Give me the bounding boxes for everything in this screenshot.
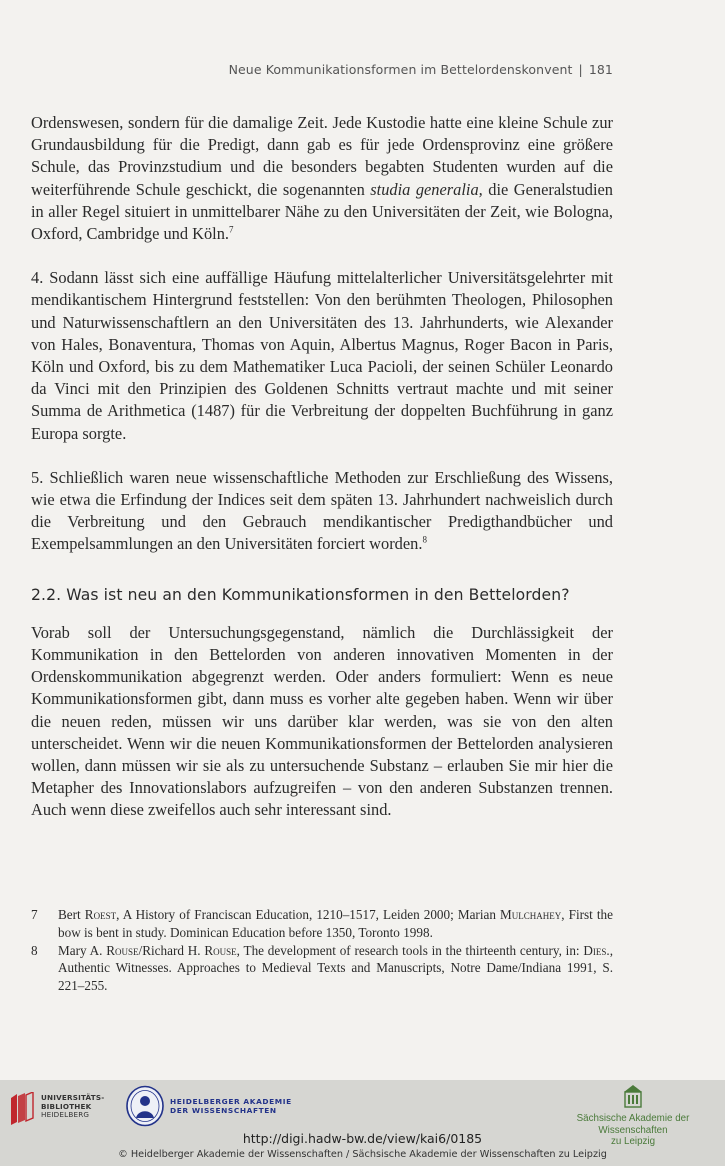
footnote-number: 8: [31, 942, 38, 958]
permalink-url[interactable]: http://digi.hadw-bw.de/view/kai6/0185: [242, 1131, 483, 1146]
saw-building-icon: [623, 1084, 643, 1108]
fn8-text: /Richard H.: [138, 942, 205, 958]
fn7-text: , First the bow is bent in study. Dominican Education before 1350, Toronto 1998.: [58, 907, 613, 940]
saw-logo-line1: Sächsische Akademie der Wissenschaften: [576, 1113, 690, 1136]
ub-logo-line2: BIBLIOTHEK: [41, 1101, 92, 1111]
saw-logo-line2: zu Leipzig: [610, 1136, 656, 1148]
hadw-logo-line2: DER WISSENSCHAFTEN: [170, 1106, 277, 1116]
hadw-logo-line1: HEIDELBERGER AKADEMIE: [170, 1097, 292, 1106]
fn8-author-2: Rouse: [204, 942, 237, 958]
footnotes: [31, 906, 613, 995]
header-separator: |: [578, 62, 583, 77]
fn8-author-1: Rouse: [106, 942, 139, 958]
ub-heidelberg-logo[interactable]: [8, 1088, 118, 1128]
fn7-author-2: Mulchahey: [500, 907, 562, 922]
page-number: 181: [588, 62, 613, 77]
footnote-7: [31, 906, 613, 942]
fn8-author-3: Dies.: [583, 942, 610, 958]
paragraph-4: Vorab soll der Untersuchungsgegenstand, nämlich die Durchlässigkeit der Kommunikation in den Bettelorden von anderen innovativen Momenten in der Ordenskommunikation abgegrenzt werden. Oder anders formuliert: Wenn es neue Kommunikationsformen gibt, dann muss es vorher alte gegeben haben. Wenn wir über die neuen reden, müssen wir uns darüber klar werden, was sie von den alten unterscheidet. Wenn wir die neuen Kommunikationsformen der Bettelorden analysieren wollen, dann müssen wir sie als zu untersuchende Substanz – erlauben Sie mir hier die Metapher des Innovationslabors aufzugreifen – von den anderen Substanzen trennen. Auch wenn diese zweifellos auch sehr interessant sind.: [31, 622, 613, 820]
footnote-8: [31, 942, 613, 995]
fn8-text: Mary A.: [58, 942, 107, 958]
ub-book-icon: [8, 1092, 36, 1126]
running-header: [229, 62, 613, 77]
fn7-text: , A History of Franciscan Education, 1210–1517, Leiden 2000; Marian: [116, 907, 501, 922]
paragraph-3: [31, 467, 613, 556]
footnote-ref-7[interactable]: 7: [229, 224, 234, 235]
fn7-text: Bert: [58, 907, 85, 922]
section-heading: 2.2. Was ist neu an den Kommunikationsformen in den Bettelorden?: [31, 585, 570, 604]
term-studia-generalia: studia generalia,: [370, 179, 483, 199]
paragraph-1-text-a: Ordenswesen, sondern für die damalige Zeit. Jede Kustodie hatte eine kleine Schule zur Grundausbildung für die Predigt, dann gab es für jede Ordensprovinz eine größere Schule, das Provinzstudium und die besonders begabten Studenten wurden auf die weiterführende Schule geschickt, die sogenannten: [31, 113, 613, 199]
fn8-text: , The development of research tools in the thirteenth century, in:: [236, 942, 584, 958]
paragraph-1: [31, 112, 613, 245]
copyright-notice: © Heidelberger Akademie der Wissenschaften / Sächsische Akademie der Wissenschaften zu Leipzig: [118, 1149, 607, 1160]
paragraph-3-text: 5. Schließlich waren neue wissenschaftliche Methoden zur Erschließung des Wissens, wie etwa die Erfindung der Indices seit dem späten 13. Jahrhundert nachweislich durch die Verbreitung und den Gebrauch mendikantischer Predigthandbücher und Exempelsammlungen an den Universitäten forciert worden.: [31, 467, 613, 554]
paragraph-2: 4. Sodann lässt sich eine auffällige Häufung mittelalterlicher Universitätsgelehrter mit mendikantischem Hintergrund feststellen: Von den berühmten Theologen, Philosophen und Naturwissenschaftlern an den Universitäten des 13. Jahrhunderts, wie Alexander von Hales, Bonaventura, Thomas von Aquin, Albertus Magnus, Roger Bacon in Paris, Köln und Oxford, bis zu dem Mathematiker Luca Pacioli, der seinen Schüler Leonardo da Vinci mit den Prinzipien des Goldenen Schnitts vertraut machte und mit seiner Summa de Arithmetica (1487) für die Verbreitung der doppelten Buchführung in ganz Europa sorgte.: [31, 268, 613, 443]
running-title: Neue Kommunikationsformen im Bettelordenskonvent: [228, 62, 573, 77]
fn7-author-1: Roest: [84, 907, 117, 922]
ub-logo-line3: HEIDELBERG: [41, 1110, 90, 1120]
fn8-text: , Authentic Witnesses. Approaches to Medieval Texts and Manuscripts, Notre Dame/Indiana 1991, S. 221–255.: [58, 942, 613, 994]
main-text: [31, 112, 613, 844]
footnote-ref-8[interactable]: 8: [422, 534, 427, 545]
paragraph-1-text-b: die Generalstudien in aller Regel situiert in unmittelbarer Nähe zu den Universitäten der Zeit, wie Bologna, Oxford, Cambridge und Köln.: [31, 179, 614, 244]
hadw-seal-icon: [125, 1085, 165, 1127]
ub-logo-line1: UNIVERSITÄTS-: [41, 1093, 105, 1102]
footnote-number: 7: [31, 907, 38, 922]
